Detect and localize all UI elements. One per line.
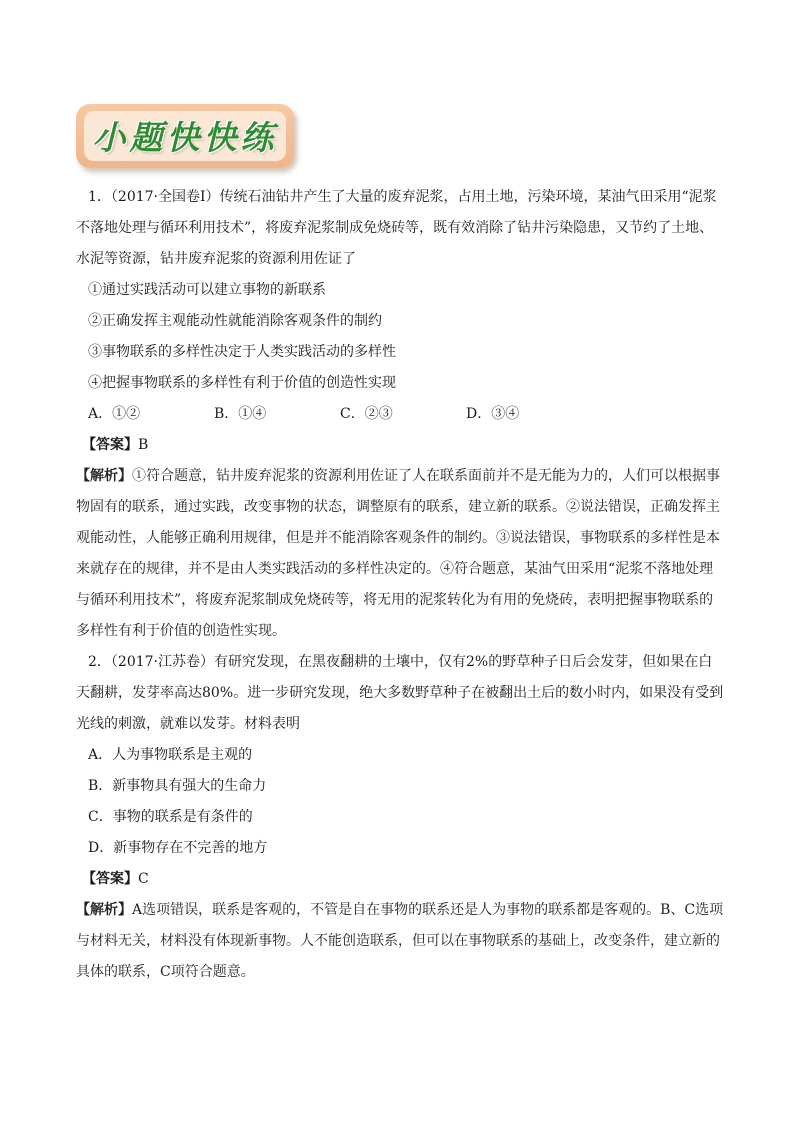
q1-statement-1: ①通过实践活动可以建立事物的新联系 [88, 282, 326, 298]
section-banner [76, 104, 294, 168]
q2-option-c: C．事物的联系是有条件的 [88, 809, 253, 825]
q1-analysis-text: ①符合题意，钻井废弃泥浆的资源利用佐证了人在联系面前并不是无能为力的，人们可以根据事物固有的联系，通过实践，改变事物的状态，调整原有的联系，建立新的联系。②说法错误，正确发挥主观能动性，人能够正确利用规律，但是并不能消除客观条件的制约。③说法错误，事物联系的多样性是本来就存在的规律，并不是由人类实践活动的多样性决定的。④符合题意，某油气田采用“泥浆不落地处理与循环利用技术”，将废弃泥浆制成免烧砖等，将无用的泥浆转化为有用的免烧砖，表明把握事物联系的多样性有利于价值的创造性实现。 [76, 468, 720, 639]
q2-answer-value: C [138, 871, 149, 887]
q1-analysis [76, 461, 724, 647]
q2-analysis-text: A选项错误，联系是客观的，不管是自在事物的联系还是人为事物的联系都是客观的。B、C选项与材料无关，材料没有体现新事物。人不能创造联系，但可以在事物联系的基础上，改变条件，建立新的具体的联系，C项符合题意。 [76, 902, 724, 980]
q1-choices [76, 399, 724, 430]
q2-stem: 2．（2017·江苏卷）有研究发现，在黑夜翻耕的土壤中，仅有2%的野草种子日后会发芽，但如果在白天翻耕，发芽率高达80%。进一步研究发现，绝大多数野草种子在被翻出土后的数小时内，如果没有受到光线的刺激，就难以发芽。材料表明 [76, 654, 724, 732]
q2-option-d: D．新事物存在不完善的地方 [88, 840, 268, 856]
q1-statement-4: ④把握事物联系的多样性有利于价值的创造性实现 [88, 375, 396, 391]
q2-option-b: B．新事物具有强大的生命力 [88, 778, 267, 794]
document-content [76, 182, 724, 988]
q2-answer-label: 【答案】 [82, 871, 138, 887]
q2-answer [76, 864, 724, 895]
q1-choice-a: A．①② [88, 406, 141, 422]
q2-analysis [76, 895, 724, 988]
q1-statement-3: ③事物联系的多样性决定于人类实践活动的多样性 [88, 344, 396, 360]
q2-option-a: A．人为事物联系是主观的 [88, 747, 253, 763]
q1-statement-2: ②正确发挥主观能动性就能消除客观条件的制约 [88, 313, 382, 329]
banner-title: 小题快快练 [92, 118, 278, 157]
q1-answer [76, 430, 724, 461]
q1-analysis-label: 【解析】 [76, 468, 132, 484]
q1-answer-value: B [138, 437, 149, 453]
q2-analysis-label: 【解析】 [76, 902, 132, 918]
q1-stem: 1．（2017·全国卷Ⅰ）传统石油钻井产生了大量的废弃泥浆，占用土地，污染环境，某油气田采用“泥浆不落地处理与循环利用技术”，将废弃泥浆制成免烧砖等，既有效消除了钻井污染隐患，又节约了土地、水泥等资源，钻井废弃泥浆的资源利用佐证了 [76, 189, 717, 267]
q1-answer-label: 【答案】 [82, 437, 138, 453]
q1-choice-d: D．③④ [466, 406, 520, 422]
q1-choice-c: C．②③ [340, 406, 393, 422]
q1-choice-b: B．①④ [214, 406, 267, 422]
